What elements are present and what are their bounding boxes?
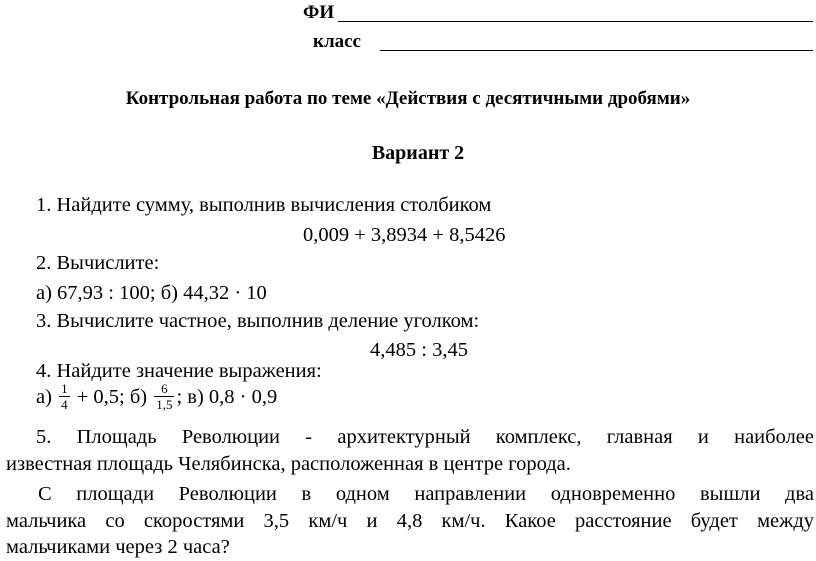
task-5-line-1: 5. Площадь Революции - архитектурный комплекс, главная и наиболее [36, 426, 814, 448]
variant-heading: Вариант 2 [371, 142, 465, 164]
task-5-paragraph-2-line-3: мальчиками через 2 часа? [6, 536, 230, 558]
fraction-1-numerator: 1 [61, 381, 68, 396]
task-2-expression: а) 67,93 : 100; б) 44,32 · 10 [36, 282, 267, 304]
fraction-one-quarter [59, 382, 70, 411]
task-3-text: 3. Вычислите частное, выполнив деление уголком: [36, 310, 480, 332]
class-label: класс [313, 31, 361, 52]
fraction-2-denominator: 1,5 [156, 397, 173, 412]
name-label: ФИ [303, 2, 335, 23]
task-1-expression: 0,009 + 3,8934 + 8,5426 [303, 224, 506, 246]
task-4-text: 4. Найдите значение выражения: [36, 360, 322, 382]
page-title: Контрольная работа по теме «Действия с десятичными дробями» [125, 88, 691, 109]
task-1-text: 1. Найдите сумму, выполнив вычисления столбиком [36, 194, 492, 216]
task-3-expression: 4,485 : 3,45 [370, 339, 468, 361]
fraction-1-denominator: 4 [61, 397, 68, 412]
task-5-line-2: известная площадь Челябинска, расположенная в центре города. [6, 453, 571, 475]
task-5-paragraph-2-line-1: С площади Революции в одном направлении одновременно вышли два [38, 483, 814, 505]
fraction-2-numerator: 6 [154, 382, 174, 397]
name-input-line[interactable] [338, 2, 813, 22]
task-5-paragraph-2-line-2: мальчика со скоростями 3,5 км/ч и 4,8 км/ч. Какое расстояние будет между [6, 510, 814, 532]
task-4-part-a-label: а) [36, 386, 52, 409]
task-4-expression [36, 381, 278, 413]
task-4-part-b-rest: ; в) 0,8 · 0,9 [176, 386, 278, 409]
task-4-part-a-rest: + 0,5; б) [76, 386, 148, 409]
class-input-line[interactable] [380, 31, 813, 51]
task-2-text: 2. Вычислите: [36, 252, 160, 274]
fraction-six-over-one-five [154, 382, 174, 411]
